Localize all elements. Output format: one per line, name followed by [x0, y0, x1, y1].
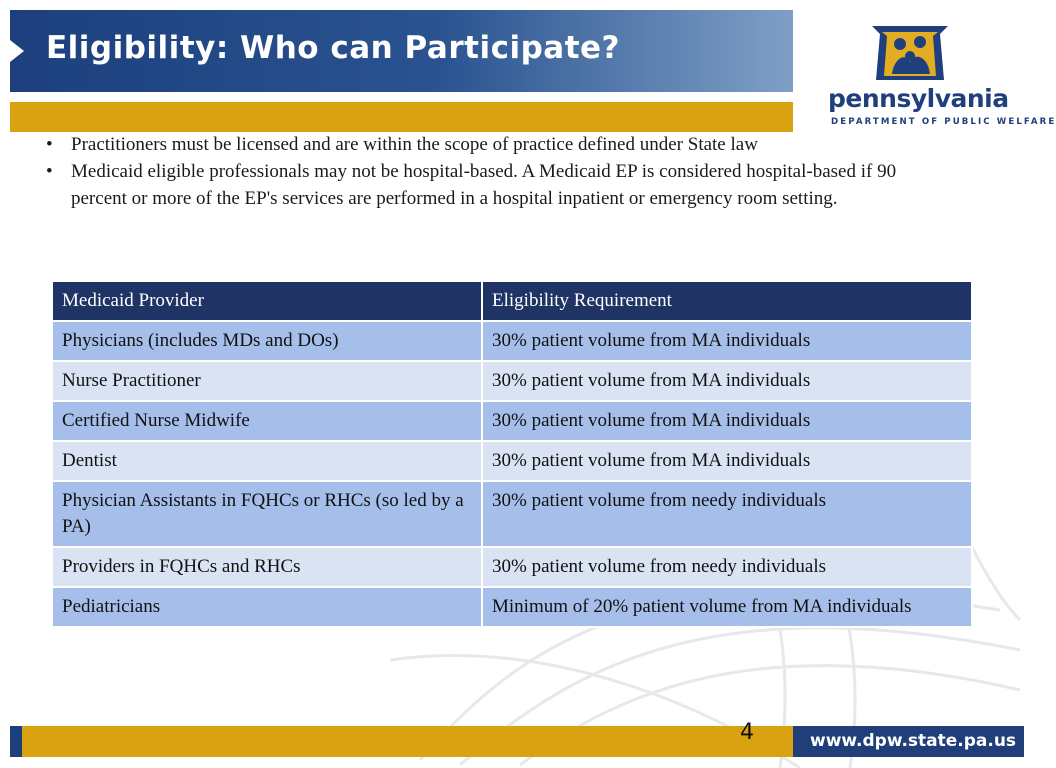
provider-cell: Certified Nurse Midwife — [52, 401, 482, 441]
footer-url: www.dpw.state.pa.us — [810, 731, 1017, 751]
bullet-text: Medicaid eligible professionals may not be hospital-based. A Medicaid EP is considered hospital-based if 90 percent or more of the EP's services are performed in a hospital inpatient or emergency room setting. — [71, 161, 897, 209]
table-row — [52, 587, 972, 627]
bullet-item — [46, 158, 946, 212]
page-title: Eligibility: Who can Participate? — [46, 30, 621, 66]
requirement-cell: 30% patient volume from MA individuals — [482, 441, 972, 481]
table-row — [52, 441, 972, 481]
table-row — [52, 361, 972, 401]
requirement-cell: 30% patient volume from MA individuals — [482, 361, 972, 401]
requirement-cell: Minimum of 20% patient volume from MA individuals — [482, 587, 972, 627]
provider-cell: Dentist — [52, 441, 482, 481]
provider-cell: Pediatricians — [52, 587, 482, 627]
footer-left-marker — [10, 726, 22, 757]
provider-cell: Providers in FQHCs and RHCs — [52, 547, 482, 587]
bullet-text: Practitioners must be licensed and are within the scope of practice defined under State law — [71, 134, 758, 155]
bullet-list — [46, 131, 946, 212]
provider-cell: Nurse Practitioner — [52, 361, 482, 401]
table-row — [52, 547, 972, 587]
header-accent-band — [10, 102, 793, 132]
provider-cell: Physician Assistants in FQHCs or RHCs (so led by a PA) — [52, 481, 482, 547]
bullet-dot-icon: • — [46, 161, 53, 182]
bullet-item — [46, 131, 946, 158]
eligibility-table — [51, 280, 973, 628]
page-number: 4 — [740, 720, 754, 745]
table-header-row — [52, 281, 972, 321]
column-header-provider: Medicaid Provider — [52, 281, 482, 321]
keystone-logo-icon — [870, 22, 950, 84]
provider-cell: Physicians (includes MDs and DOs) — [52, 321, 482, 361]
bullet-dot-icon: • — [46, 134, 53, 155]
requirement-cell: 30% patient volume from MA individuals — [482, 401, 972, 441]
requirement-cell: 30% patient volume from needy individuals — [482, 481, 972, 547]
requirement-cell: 30% patient volume from needy individuals — [482, 547, 972, 587]
requirement-cell: 30% patient volume from MA individuals — [482, 321, 972, 361]
column-header-requirement: Eligibility Requirement — [482, 281, 972, 321]
footer-accent-band — [10, 726, 793, 757]
logo-department: DEPARTMENT OF PUBLIC WELFARE — [831, 117, 1056, 127]
title-arrow-icon — [10, 40, 24, 62]
table-row — [52, 481, 972, 547]
table-row — [52, 401, 972, 441]
table-row — [52, 321, 972, 361]
logo-state-name: pennsylvania — [828, 84, 1009, 113]
